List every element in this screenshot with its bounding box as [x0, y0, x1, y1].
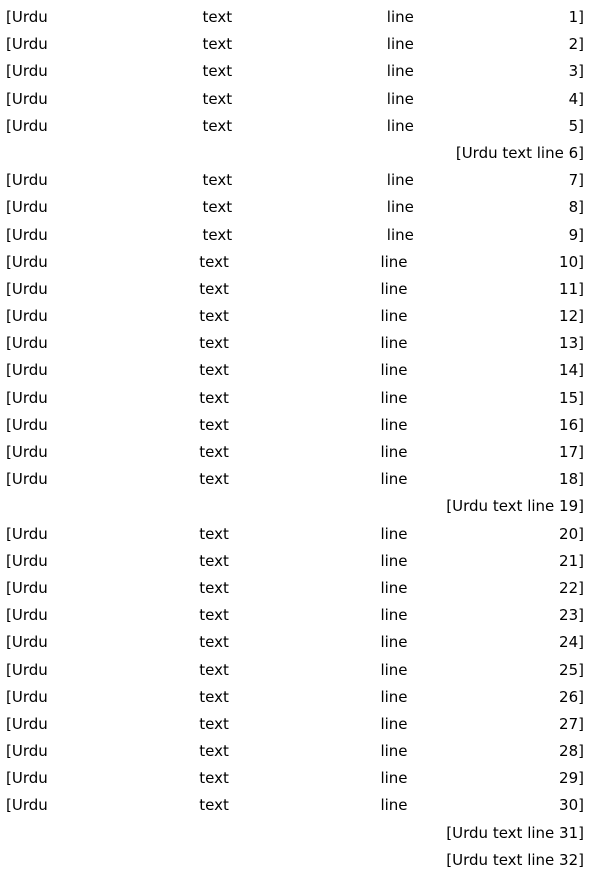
- text-line: [Urdu text line 8]: [6, 198, 584, 217]
- text-line: [Urdu text line 16]: [6, 415, 584, 434]
- text-line: [Urdu text line 12]: [6, 307, 584, 326]
- text-line: [Urdu text line 2]: [6, 35, 584, 54]
- text-line: [Urdu text line 27]: [6, 714, 584, 733]
- text-line: [Urdu text line 6]: [455, 143, 584, 162]
- text-line: [Urdu text line 10]: [6, 252, 584, 271]
- text-line: [Urdu text line 22]: [6, 578, 584, 597]
- text-line: [Urdu text line 14]: [6, 361, 584, 380]
- text-line: [Urdu text line 21]: [6, 551, 584, 570]
- text-line: [Urdu text line 7]: [6, 171, 584, 190]
- text-line: [Urdu text line 20]: [6, 524, 584, 543]
- text-line: [Urdu text line 15]: [6, 388, 584, 407]
- text-line: [Urdu text line 29]: [6, 769, 584, 788]
- text-line: [Urdu text line 31]: [446, 823, 584, 842]
- text-line: [Urdu text line 28]: [6, 742, 584, 761]
- text-line: [Urdu text line 1]: [6, 8, 584, 26]
- text-line: [Urdu text line 24]: [6, 633, 584, 652]
- text-line: [Urdu text line 17]: [6, 443, 584, 461]
- text-line: [Urdu text line 25]: [6, 660, 584, 679]
- text-line: [Urdu text line 13]: [6, 334, 584, 353]
- text-line: [Urdu text line 30]: [6, 796, 584, 815]
- text-line: [Urdu text line 9]: [6, 225, 584, 244]
- text-line: [Urdu text line 26]: [6, 687, 584, 706]
- text-line: [Urdu text line 5]: [6, 116, 584, 135]
- text-line: [Urdu text line 32]: [446, 850, 584, 869]
- text-line: [Urdu text line 23]: [6, 606, 584, 625]
- text-line: [Urdu text line 3]: [6, 62, 584, 81]
- text-line: [Urdu text line 19]: [446, 497, 584, 516]
- text-line: [Urdu text line 18]: [6, 470, 584, 489]
- text-line: [Urdu text line 4]: [6, 89, 584, 108]
- text-line: [Urdu text line 11]: [6, 279, 584, 298]
- urdu-text-block: [6, 4, 584, 874]
